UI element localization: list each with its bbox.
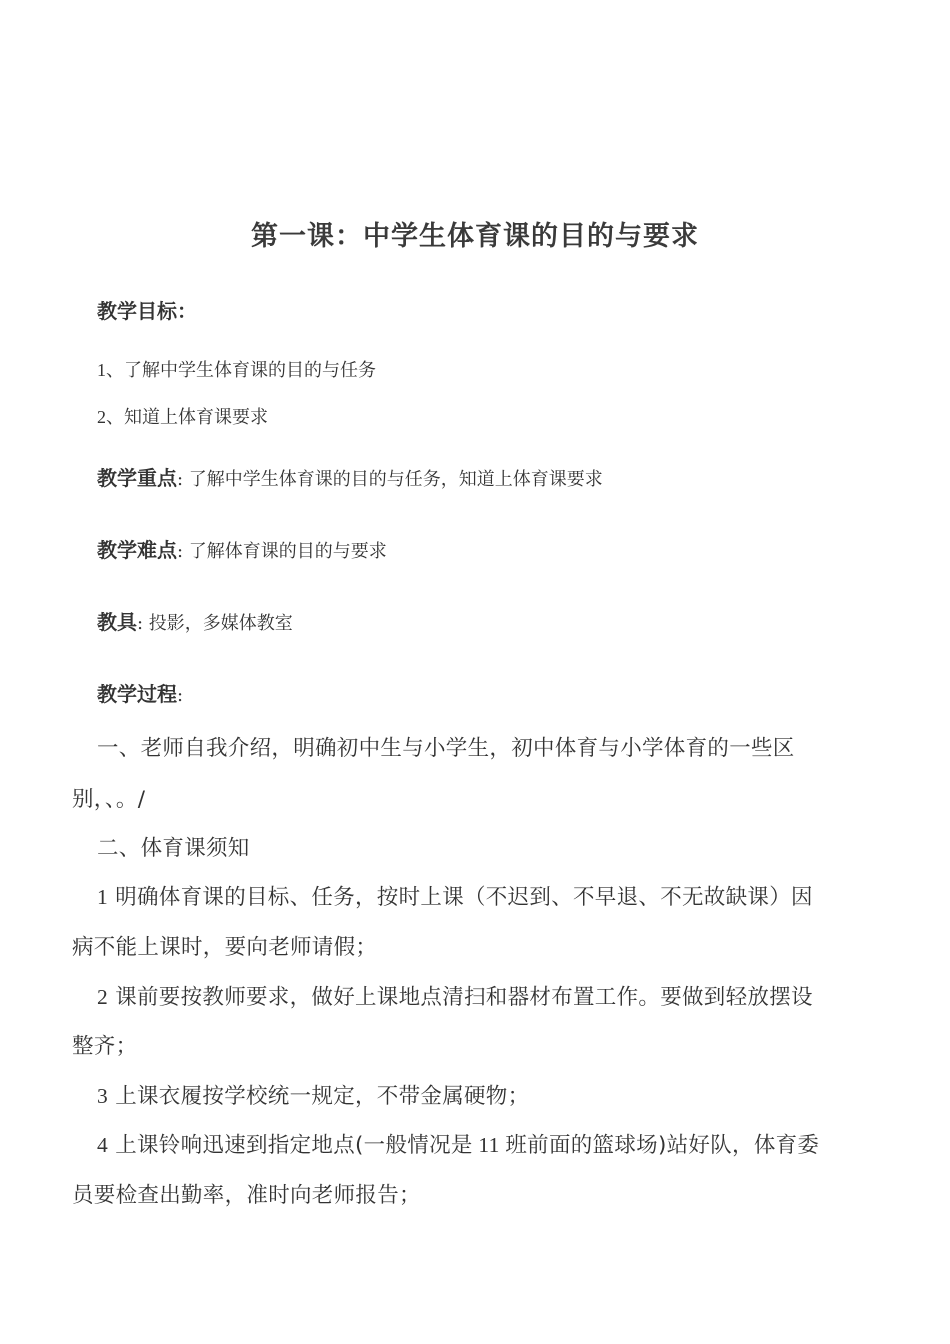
key-points-text: 了解中学生体育课的目的与任务，知道上体育课要求 bbox=[183, 469, 603, 490]
rule-1-line-2: 病不能上课时，要向老师请假； bbox=[72, 935, 378, 960]
rule-number: 3 bbox=[97, 1084, 109, 1108]
rule-number: 4 bbox=[97, 1133, 109, 1157]
rule-4-line-2: 员要检查出勤率，准时向老师报告； bbox=[72, 1183, 421, 1208]
objective-item-1 bbox=[97, 356, 376, 382]
objective-text: 、知道上体育课要求 bbox=[106, 407, 268, 428]
tools-colon: : bbox=[137, 613, 144, 634]
page-title: 第一课：中学生体育课的目的与要求 bbox=[251, 221, 699, 252]
rule-text: 上课衣履按学校统一规定，不带金属硬物； bbox=[108, 1084, 530, 1109]
section-1-line-2: 别，、。/ bbox=[72, 787, 146, 812]
section-2-heading: 二、体育课须知 bbox=[97, 836, 250, 861]
objective-item-2 bbox=[97, 403, 268, 429]
objectives-label: 教学目标： bbox=[97, 299, 197, 323]
difficulties-text: 了解体育课的目的与要求 bbox=[183, 541, 387, 562]
difficulties-line bbox=[97, 534, 387, 563]
rule-4-line-1 bbox=[97, 1128, 819, 1159]
section-1-line-1: 一、老师自我介绍，明确初中生与小学生，初中体育与小学体育的一些区 bbox=[97, 736, 795, 761]
objective-text: 、了解中学生体育课的目的与任务 bbox=[106, 360, 376, 381]
key-points-line bbox=[97, 462, 603, 491]
tools-line bbox=[97, 606, 293, 635]
process-line bbox=[97, 678, 183, 707]
rule-number: 2 bbox=[97, 985, 109, 1009]
objective-number: 2 bbox=[97, 407, 106, 427]
rule-2-line-1 bbox=[97, 980, 813, 1011]
rule-1-line-1 bbox=[97, 880, 813, 911]
tools-label: 教具 bbox=[97, 610, 137, 634]
rule-3-line-1 bbox=[97, 1079, 529, 1110]
rule-2-line-2: 整齐； bbox=[72, 1034, 138, 1059]
key-points-colon: : bbox=[177, 469, 184, 490]
difficulties-label: 教学难点 bbox=[97, 538, 177, 562]
rule-text: 明确体育课的目标、任务，按时上课（不迟到、不早退、不无故缺课）因 bbox=[108, 885, 813, 910]
tools-text: 投影，多媒体教室 bbox=[143, 613, 293, 634]
rule-text: 班前面的篮球场)站好队，体育委 bbox=[505, 1133, 820, 1158]
class-number: 11 bbox=[472, 1133, 506, 1157]
process-label: 教学过程 bbox=[97, 682, 177, 706]
rule-text: 课前要按教师要求，做好上课地点清扫和器材布置工作。要做到轻放摆设 bbox=[108, 985, 813, 1010]
difficulties-colon: : bbox=[177, 541, 184, 562]
rule-text: 上课铃响迅速到指定地点(一般情况是 bbox=[108, 1133, 473, 1158]
key-points-label: 教学重点 bbox=[97, 466, 177, 490]
rule-number: 1 bbox=[97, 885, 109, 909]
process-colon: : bbox=[177, 685, 184, 706]
objective-number: 1 bbox=[97, 360, 106, 380]
